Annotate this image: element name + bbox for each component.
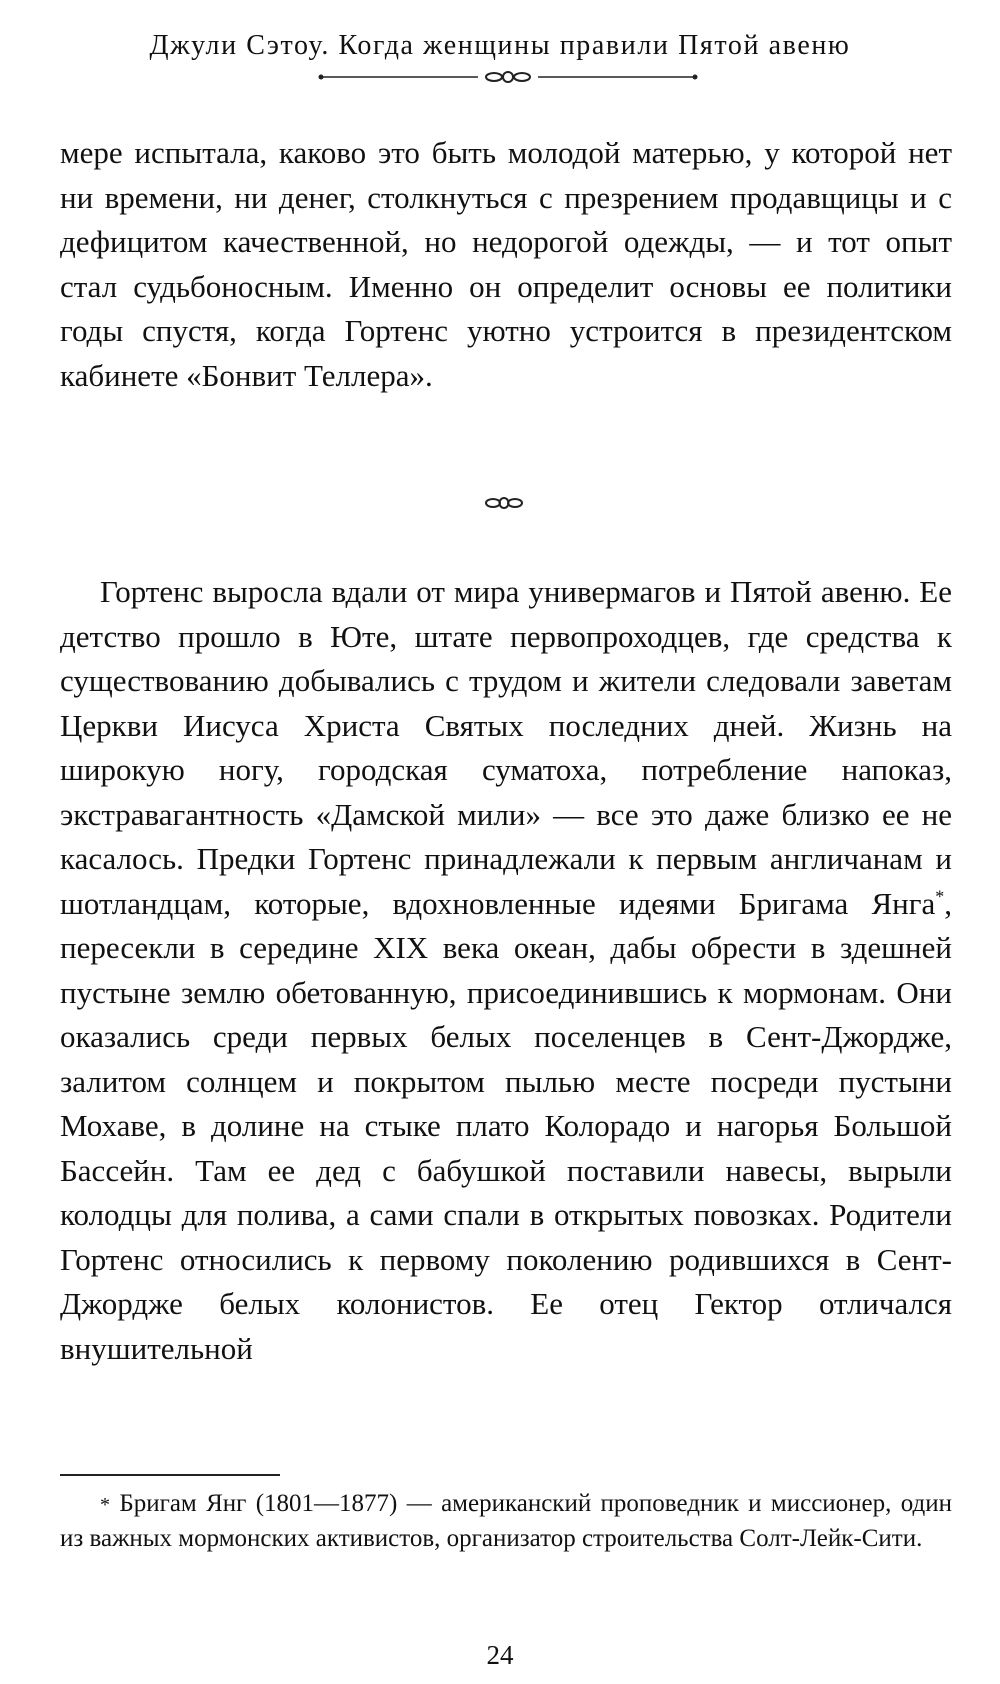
paragraph-2-part-a: Гортенс выросла вдали от мира универмагов и Пятой авеню. Ее детство прошло в Юте, штате первопроходцев, где средства к существованию добывались с трудом и жители следовали заветам Церкви Иисуса Христа Святых последних дней. Жизнь на широкую ногу, городская суматоха, потребление напоказ, экстравагантность «Дамской мили» — все это даже близко ее не касалось. Предки Гортенс принадлежали к первым англичанам и шотландцам, которые, вдохновленные идеями Бригама Янга [60, 574, 952, 921]
paragraph-1-text: мере испытала, каково это быть молодой матерью, у которой нет ни времени, ни денег, столкнуться с презрением продавщицы и с дефицитом качественной, но недорогой одежды, — и тот опыт стал судьбоносным. Именно он определит основы ее политики годы спустя, когда Гортенс уютно устроится в президентском кабинете «Бонвит Теллера». [60, 135, 952, 393]
section-divider-ornament [484, 496, 524, 510]
paragraph-2-part-b: , пересекли в середине XIX века океан, дабы обрести в здешней пустыне землю обетованную, присоединившись к мормонам. Они оказались среди первых белых поселенцев в Сент-Джордже, залитом солнцем и покрытом пылью месте посреди пустыни Мохаве, в долине на стыке плато Колорадо и нагорья Большой Бассейн. Там ее дед с бабушкой поставили навесы, вырыли колодцы для полива, а сами спали в открытых повозках. Родители Гортенс относились к первому поколению родившихся в Сент-Джордже белых колонистов. Ее отец Гектор отличался внушительной [60, 885, 952, 1366]
body-paragraph-1 [60, 131, 952, 398]
footnote-reference-marker: * [935, 886, 945, 907]
running-header: Джули Сэтоу. Когда женщины правили Пятой авеню [149, 30, 851, 61]
body-paragraph-2 [60, 570, 952, 1371]
page-number: 24 [486, 1640, 514, 1670]
footnote-paragraph [60, 1487, 952, 1555]
header-ornament-rule [318, 70, 698, 84]
footnote-marker: * [100, 1494, 110, 1516]
footnote-separator [60, 1474, 280, 1476]
footnote-text: Бригам Янг (1801—1877) — американский проповедник и миссионер, один из важных мормонских активистов, организатор строительства Солт-Лейк-Сити. [60, 1490, 952, 1552]
paragraph-2-text [60, 570, 952, 1371]
footnote [60, 1487, 952, 1555]
